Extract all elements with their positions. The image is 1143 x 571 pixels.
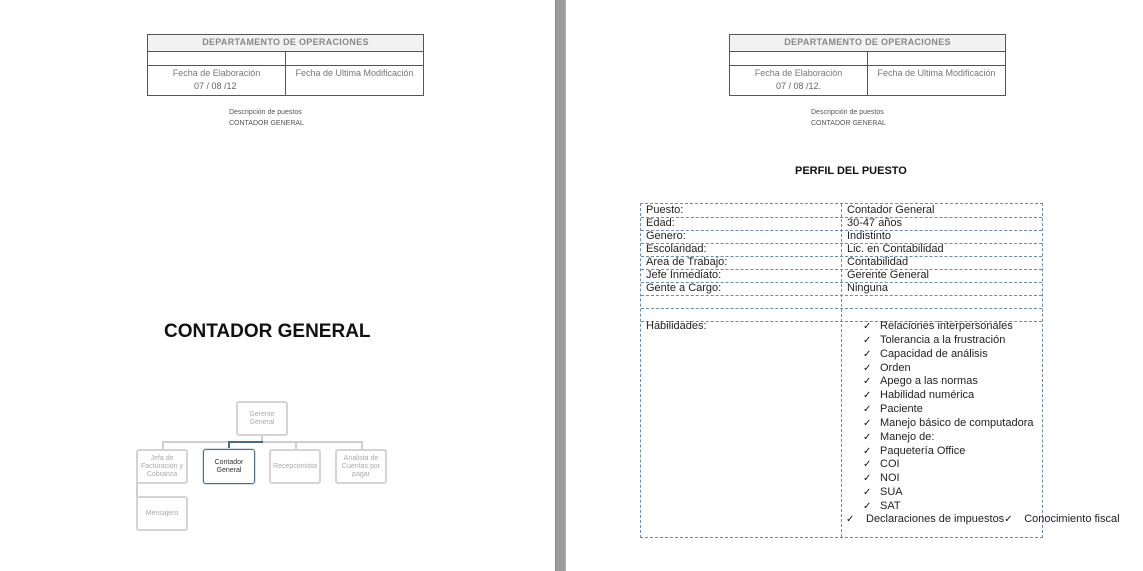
table-row xyxy=(641,282,1042,296)
org-box-manager: Gerente General xyxy=(236,401,288,436)
org-box-billing: Jefa de Facturación y Cobranza xyxy=(136,449,188,484)
row-value: Lic. en Contabilidad xyxy=(847,243,944,255)
skill-text: Conocimiento fiscal xyxy=(1024,513,1120,525)
skill-text: Declaraciones de impuestos xyxy=(866,513,1005,525)
list-item xyxy=(863,334,1033,348)
list-item xyxy=(863,403,1033,417)
profile-table xyxy=(640,203,1120,538)
skill-text: Habilidad numérica xyxy=(880,389,975,402)
list-item xyxy=(863,445,1033,459)
elaboration-date-label: Fecha de Elaboración xyxy=(148,66,286,80)
row-value: 30-47 años xyxy=(847,217,903,229)
checkmark-icon: ✓ xyxy=(863,390,872,402)
list-item xyxy=(863,362,1033,376)
checkmark-icon: ✓ xyxy=(863,431,872,443)
department-title: DEPARTAMENTO DE OPERACIONES xyxy=(148,35,423,52)
org-box-payables: Analista de Cuentas por pagar xyxy=(335,449,387,484)
skill-text: Paquetería Office xyxy=(880,444,966,457)
list-item xyxy=(863,348,1033,362)
elaboration-date-label: Fecha de Elaboración xyxy=(730,66,868,80)
org-box-accountant: Contador General xyxy=(203,449,255,484)
list-item xyxy=(863,472,1033,486)
table-row xyxy=(641,256,1042,270)
checkmark-icon: ✓ xyxy=(846,514,855,525)
document-page-1 xyxy=(0,0,555,571)
checkmark-icon: ✓ xyxy=(863,417,872,429)
checkmark-icon: ✓ xyxy=(863,500,872,512)
list-item xyxy=(863,486,1033,500)
skill-text: Tolerancia a la frustración xyxy=(880,333,1006,346)
skills-label: Habilidades: xyxy=(646,320,707,332)
table-row xyxy=(641,295,1042,309)
row-key: Jefe Inmediato: xyxy=(646,269,722,281)
org-connector xyxy=(229,441,263,443)
row-value: Contabilidad xyxy=(847,256,909,268)
org-box-messenger: Mensajero xyxy=(136,496,188,531)
skill-text: NOI xyxy=(880,472,900,485)
page-title: CONTADOR GENERAL xyxy=(164,321,371,342)
skill-text: Apego a las normas xyxy=(880,375,978,388)
skill-text: Orden xyxy=(880,361,911,374)
skill-text: Paciente xyxy=(880,403,923,416)
row-key: Gente a Cargo: xyxy=(646,282,722,294)
skill-text: Relaciones interpersonales xyxy=(880,320,1013,332)
job-description-caption: Descripción de puestos CONTADOR GENERAL xyxy=(811,109,886,127)
row-key: Escolaridad: xyxy=(646,243,707,255)
department-title: DEPARTAMENTO DE OPERACIONES xyxy=(730,35,1005,52)
elaboration-date-value: 07 / 08 /12. xyxy=(730,80,868,95)
row-key: Edad: xyxy=(646,217,675,229)
header-table xyxy=(729,34,1006,96)
table-row xyxy=(641,243,1042,257)
row-key: Area de Trabajo: xyxy=(646,256,728,268)
skill-text: Manejo básico de computadora xyxy=(880,416,1034,429)
checkmark-icon: ✓ xyxy=(863,321,872,332)
extra-skills-list xyxy=(846,513,1120,526)
list-item xyxy=(863,458,1033,472)
elaboration-date-value: 07 / 08 /12 xyxy=(148,80,286,95)
job-description-caption: Descripción de puestos CONTADOR GENERAL xyxy=(229,109,304,127)
modification-date-label: Fecha de Ultima Modificación xyxy=(877,68,996,78)
row-key: Puesto: xyxy=(646,204,684,216)
skill-text: Manejo de: xyxy=(880,430,935,443)
header-table xyxy=(147,34,424,96)
list-item xyxy=(863,500,1033,514)
row-value: Gerente General xyxy=(847,269,929,281)
checkmark-icon: ✓ xyxy=(863,404,872,416)
list-item xyxy=(863,389,1033,403)
checkmark-icon: ✓ xyxy=(863,445,872,457)
row-value: Indistinto xyxy=(847,230,892,242)
checkmark-icon: ✓ xyxy=(863,473,872,485)
checkmark-icon: ✓ xyxy=(863,487,872,499)
row-value: Contador General xyxy=(847,204,935,216)
org-box-reception: Recepcionista xyxy=(269,449,321,484)
skills-list xyxy=(863,320,1033,514)
table-row xyxy=(641,217,1042,231)
list-item xyxy=(1004,513,1119,525)
skill-text: SUA xyxy=(880,486,903,499)
checkmark-icon: ✓ xyxy=(863,362,872,374)
list-item xyxy=(863,431,1033,445)
checkmark-icon: ✓ xyxy=(1004,514,1013,525)
checkmark-icon: ✓ xyxy=(863,376,872,388)
list-item xyxy=(863,417,1033,431)
checkmark-icon: ✓ xyxy=(863,459,872,471)
section-title: PERFIL DEL PUESTO xyxy=(795,165,907,177)
checkmark-icon: ✓ xyxy=(863,348,872,360)
list-item xyxy=(863,375,1033,389)
checkmark-icon: ✓ xyxy=(863,334,872,346)
row-value: Ninguna xyxy=(847,282,888,294)
skill-text: COI xyxy=(880,458,900,471)
page-gutter xyxy=(555,0,566,571)
skill-text: Capacidad de análisis xyxy=(880,347,988,360)
list-item xyxy=(863,320,1033,334)
list-item xyxy=(846,513,1004,525)
row-key: Genero: xyxy=(646,230,686,242)
document-page-2 xyxy=(566,0,1143,571)
table-row xyxy=(641,204,1042,218)
table-row xyxy=(641,269,1042,283)
skill-text: SAT xyxy=(880,499,901,512)
table-row xyxy=(641,230,1042,244)
modification-date-label: Fecha de Ultima Modificación xyxy=(295,68,414,78)
